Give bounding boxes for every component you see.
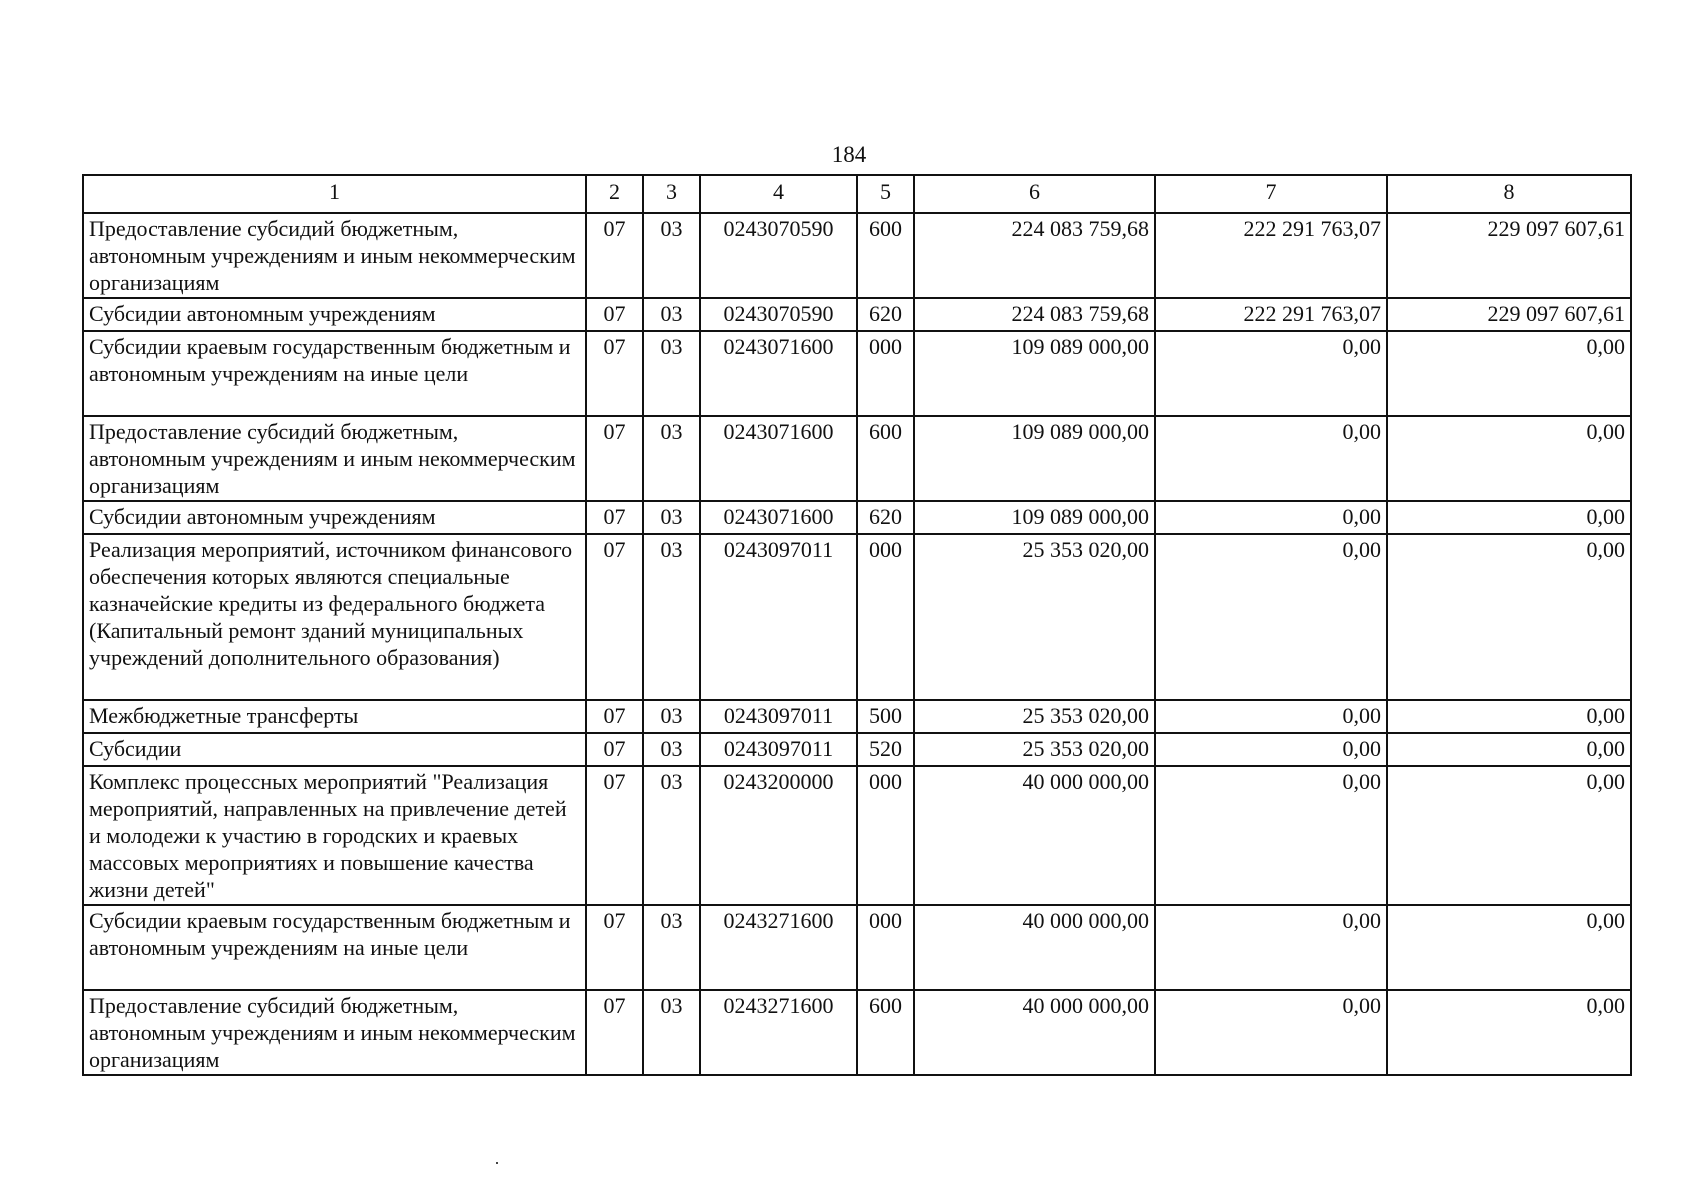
table-row [83,213,1631,298]
row-amount-6: 40 000 000,00 [914,905,1155,990]
col-header-8: 8 [1387,175,1631,213]
col-header-7: 7 [1155,175,1387,213]
row-amount-8: 0,00 [1387,733,1631,766]
row-name: Межбюджетные трансферты [83,700,586,733]
table-row [83,905,1631,990]
table-row [83,990,1631,1075]
row-target-article: 0243200000 [700,766,857,905]
row-amount-7: 0,00 [1155,501,1387,534]
row-expense-type: 000 [857,331,914,416]
row-amount-8: 0,00 [1387,416,1631,501]
row-target-article: 0243097011 [700,700,857,733]
row-name: Реализация мероприятий, источником финансового обеспечения которых являются специальные казначейские кредиты из федерального бюджета (Капитальный ремонт зданий муниципальных учреждений дополнительного образования) [83,534,586,700]
row-section: 07 [586,733,643,766]
row-amount-8: 0,00 [1387,534,1631,700]
row-amount-6: 109 089 000,00 [914,331,1155,416]
row-amount-8: 0,00 [1387,501,1631,534]
row-expense-type: 620 [857,501,914,534]
row-subsection: 03 [643,905,700,990]
col-header-1: 1 [83,175,586,213]
row-expense-type: 000 [857,534,914,700]
row-section: 07 [586,298,643,331]
row-name: Субсидии краевым государственным бюджетным и автономным учреждениям на иные цели [83,905,586,990]
row-target-article: 0243271600 [700,905,857,990]
table-row [83,700,1631,733]
row-subsection: 03 [643,331,700,416]
row-amount-6: 224 083 759,68 [914,213,1155,298]
row-amount-8: 0,00 [1387,766,1631,905]
row-amount-8: 229 097 607,61 [1387,298,1631,331]
row-amount-6: 40 000 000,00 [914,766,1155,905]
row-section: 07 [586,534,643,700]
row-amount-6: 224 083 759,68 [914,298,1155,331]
table-row [83,298,1631,331]
row-expense-type: 000 [857,766,914,905]
row-amount-6: 40 000 000,00 [914,990,1155,1075]
row-amount-8: 229 097 607,61 [1387,213,1631,298]
table-row [83,534,1631,700]
row-name: Предоставление субсидий бюджетным, автономным учреждениям и иным некоммерческим организациям [83,416,586,501]
row-subsection: 03 [643,213,700,298]
row-name: Предоставление субсидий бюджетным, автономным учреждениям и иным некоммерческим организациям [83,213,586,298]
row-section: 07 [586,331,643,416]
row-target-article: 0243071600 [700,501,857,534]
row-amount-7: 0,00 [1155,733,1387,766]
row-target-article: 0243070590 [700,298,857,331]
table-row [83,331,1631,416]
row-name: Субсидии [83,733,586,766]
row-name: Субсидии краевым государственным бюджетным и автономным учреждениям на иные цели [83,331,586,416]
row-amount-6: 25 353 020,00 [914,534,1155,700]
col-header-6: 6 [914,175,1155,213]
row-amount-7: 0,00 [1155,534,1387,700]
row-expense-type: 000 [857,905,914,990]
budget-table [82,174,1632,1076]
row-name: Комплекс процессных мероприятий "Реализация мероприятий, направленных на привлечение детей и молодежи к участию в городских и краевых массовых мероприятиях и повышение качества жизни детей" [83,766,586,905]
row-amount-6: 25 353 020,00 [914,700,1155,733]
row-subsection: 03 [643,501,700,534]
row-target-article: 0243071600 [700,416,857,501]
row-amount-6: 109 089 000,00 [914,416,1155,501]
row-subsection: 03 [643,534,700,700]
row-section: 07 [586,501,643,534]
row-amount-8: 0,00 [1387,700,1631,733]
row-amount-6: 25 353 020,00 [914,733,1155,766]
row-subsection: 03 [643,990,700,1075]
row-subsection: 03 [643,298,700,331]
row-target-article: 0243071600 [700,331,857,416]
row-name: Предоставление субсидий бюджетным, автономным учреждениям и иным некоммерческим организациям [83,990,586,1075]
row-expense-type: 620 [857,298,914,331]
row-target-article: 0243271600 [700,990,857,1075]
row-section: 07 [586,416,643,501]
row-expense-type: 520 [857,733,914,766]
row-target-article: 0243070590 [700,213,857,298]
page-number: 184 [831,142,867,167]
col-header-5: 5 [857,175,914,213]
row-amount-7: 0,00 [1155,905,1387,990]
row-target-article: 0243097011 [700,733,857,766]
row-amount-8: 0,00 [1387,905,1631,990]
row-section: 07 [586,700,643,733]
row-amount-7: 0,00 [1155,766,1387,905]
row-subsection: 03 [643,416,700,501]
row-expense-type: 600 [857,416,914,501]
col-header-2: 2 [586,175,643,213]
row-expense-type: 500 [857,700,914,733]
row-target-article: 0243097011 [700,534,857,700]
row-section: 07 [586,213,643,298]
col-header-3: 3 [643,175,700,213]
row-amount-7: 222 291 763,07 [1155,298,1387,331]
row-section: 07 [586,990,643,1075]
table-row [83,501,1631,534]
row-section: 07 [586,766,643,905]
table-row [83,733,1631,766]
row-amount-7: 222 291 763,07 [1155,213,1387,298]
scan-speck [496,1162,498,1164]
row-expense-type: 600 [857,213,914,298]
row-amount-6: 109 089 000,00 [914,501,1155,534]
row-name: Субсидии автономным учреждениям [83,298,586,331]
table-row [83,416,1631,501]
table-row [83,766,1631,905]
row-amount-8: 0,00 [1387,331,1631,416]
row-amount-8: 0,00 [1387,990,1631,1075]
row-amount-7: 0,00 [1155,331,1387,416]
row-expense-type: 600 [857,990,914,1075]
row-amount-7: 0,00 [1155,700,1387,733]
row-section: 07 [586,905,643,990]
header-row [83,175,1631,213]
row-amount-7: 0,00 [1155,990,1387,1075]
row-subsection: 03 [643,700,700,733]
row-subsection: 03 [643,733,700,766]
row-amount-7: 0,00 [1155,416,1387,501]
row-subsection: 03 [643,766,700,905]
col-header-4: 4 [700,175,857,213]
row-name: Субсидии автономным учреждениям [83,501,586,534]
